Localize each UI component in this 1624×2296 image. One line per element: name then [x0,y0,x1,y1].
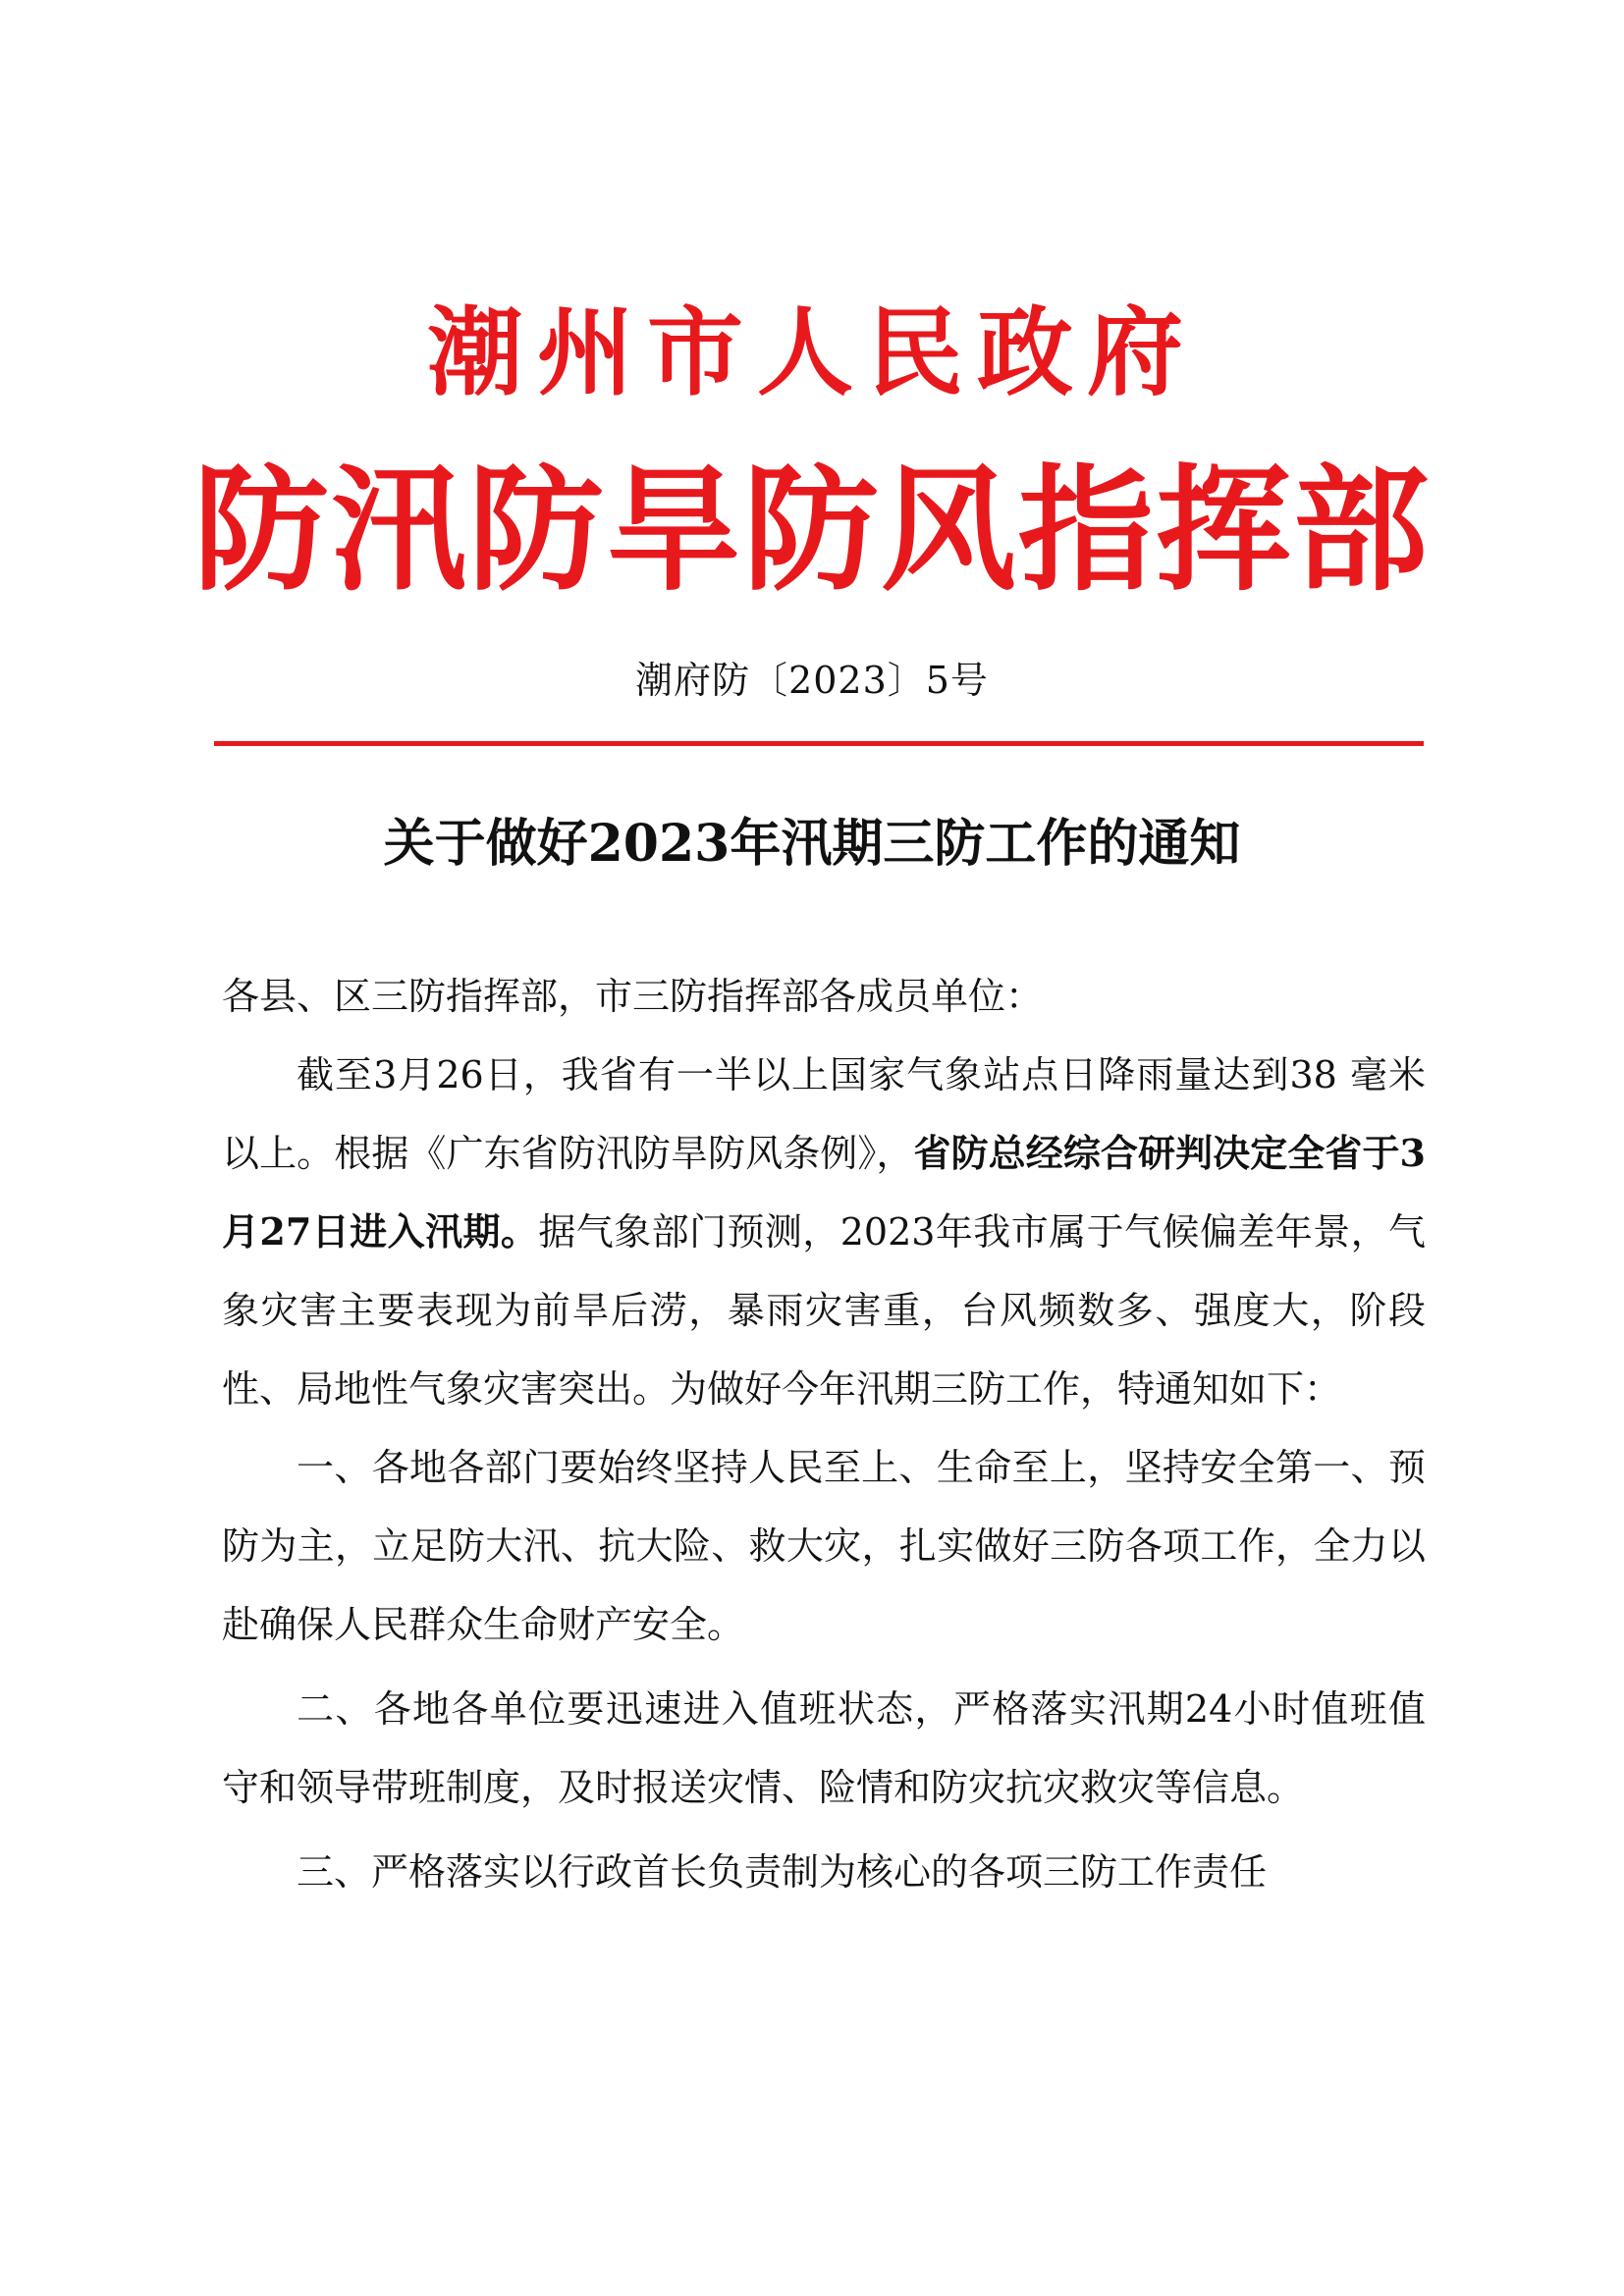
document-title: 关于做好2023年汛期三防工作的通知 [383,814,1241,874]
document-number: 潮府防〔2023〕5号 [635,659,989,702]
intro-text-1: 截至3月26日，我省有一半以上国家气象站点日降雨量达到38 毫米以上。根据《广东省防汛防旱防风条例》， [222,1053,1426,1175]
item-paragraph-3: 三、严格落实以行政首长负责制为核心的各项三防工作责任 [297,1850,1268,1894]
issuer-name-line1: 潮州市人民政府 [426,296,1197,409]
intro-text-2: 据气象部门预测，2023年我市属于气候偏差年景，气象灾害主要表现为前旱后涝，暴雨灾害重，台风频数多、强度大，阶段性、局地性气象灾害突出。为做好今年汛期三防工作，特通知如下： [222,1210,1426,1411]
document-body [222,957,1426,1911]
item-paragraph-1: 一、各地各部门要始终坚持人民至上、生命至上，坚持安全第一、预防为主，立足防大汛、抗大险、救大灾，扎实做好三防各项工作，全力以赴确保人民群众生命财产安全。 [222,1446,1426,1646]
issuer-name-line2: 防汛防旱防风指挥部 [192,450,1431,610]
red-divider-line [214,741,1424,746]
intro-paragraph [222,1036,1426,1428]
salutation: 各县、区三防指挥部，市三防指挥部各成员单位： [222,975,1044,1018]
intro-emphasis: 省防总经综合研判决定全省于3月27日进入汛期。 [222,1131,1426,1254]
item-paragraph-2: 二、各地各单位要迅速进入值班状态，严格落实汛期24小时值班值守和领导带班制度，及时报送灾情、险情和防灾抗灾救灾等信息。 [222,1687,1426,1809]
